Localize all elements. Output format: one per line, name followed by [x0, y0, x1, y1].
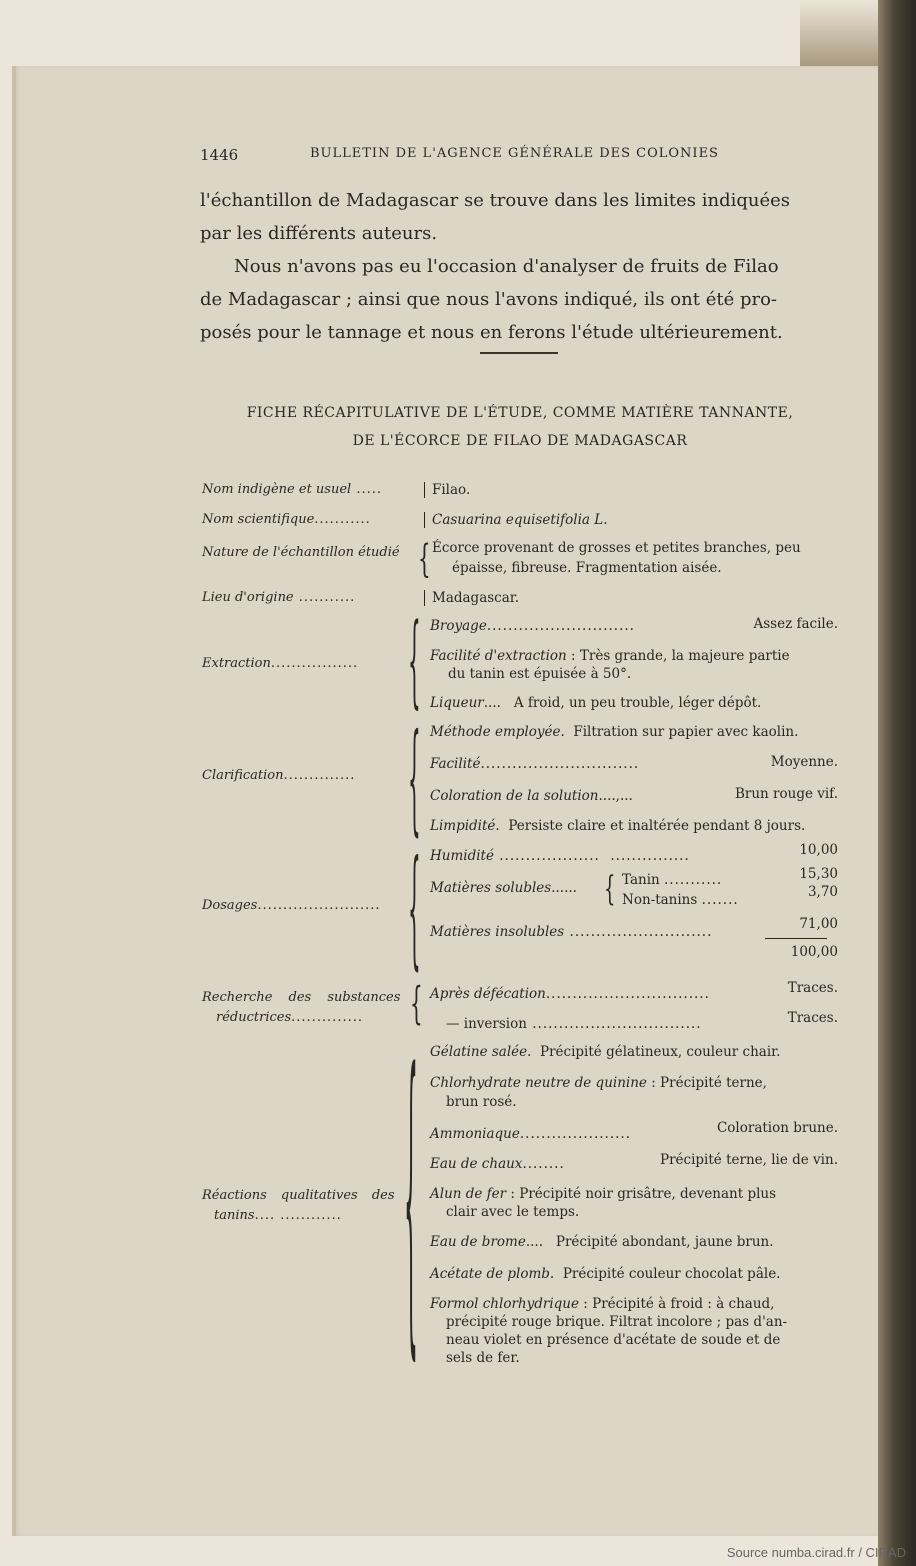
brace: {	[404, 1013, 418, 1391]
label-reactions-1: Réactions qualitatives des	[202, 1188, 395, 1203]
key-nontanins: Non-tanins .......	[622, 892, 739, 908]
page-edge	[12, 66, 16, 1536]
paragraph-1	[200, 184, 840, 250]
brace: {	[408, 604, 421, 720]
label-lieu: Lieu d'origine ...........	[202, 590, 356, 605]
separator	[424, 590, 425, 606]
key-tanin: Tanin ...........	[622, 872, 723, 888]
value-total: 100,00	[790, 944, 838, 960]
reaction-alun: Alun de fer : Précipité noir grisâtre, devenant plus	[430, 1186, 777, 1202]
key-insolubles: Matières insolubles ...........................	[430, 924, 713, 940]
value-nontanins: 3,70	[807, 884, 838, 900]
key-solubles: Matières solubles......	[430, 880, 577, 896]
reaction-gelatine: Gélatine salée. Précipité gélatineux, couleur chair.	[430, 1044, 781, 1060]
clarification-methode: Méthode employée. Filtration sur papier avec kaolin.	[430, 724, 799, 740]
key-broyage: Broyage............................	[430, 618, 635, 634]
key-apres: Après défécation...............................	[430, 986, 710, 1002]
value-humidite: 10,00	[799, 842, 838, 858]
value-tanin: 15,30	[799, 866, 838, 882]
reaction-alun-line-2: clair avec le temps.	[446, 1204, 580, 1220]
reaction-formol: Formol chlorhydrique : Précipité à froid : à chaud,	[430, 1296, 775, 1312]
key-humidite: Humidité ................... ...............	[430, 848, 690, 864]
page-number: 1446	[200, 146, 239, 164]
sum-rule	[765, 938, 827, 939]
key-facilite: Facilité..............................	[430, 756, 640, 772]
label-dosages: Dosages........................	[202, 898, 381, 913]
label-nom-scientifique: Nom scientifique...........	[202, 512, 371, 527]
text-line: l'échantillon de Madagascar se trouve dans les limites indiquées	[200, 190, 791, 211]
brace: {	[604, 869, 616, 909]
reaction-chlorhydrate: Chlorhydrate neutre de quinine : Précipité terne,	[430, 1075, 767, 1091]
value-eau-chaux: Précipité terne, lie de vin.	[660, 1152, 838, 1168]
key-inversion: — inversion ................................	[446, 1016, 702, 1032]
text-line: de Madagascar ; ainsi que nous l'avons indiqué, ils ont été pro-	[200, 289, 777, 310]
reaction-chlorhydrate-line-2: brun rosé.	[446, 1094, 517, 1110]
value-broyage: Assez facile.	[753, 616, 838, 632]
reaction-formol-line-4: sels de fer.	[446, 1350, 520, 1366]
label-reductrices-2: réductrices..............	[216, 1010, 363, 1025]
value-ammoniaque: Coloration brune.	[716, 1120, 838, 1136]
value-coloration: Brun rouge vif.	[734, 786, 838, 802]
value-nom-indigene: Filao.	[432, 482, 471, 498]
label-reactions-2: tanins.... ............	[214, 1208, 342, 1223]
value-lieu: Madagascar.	[432, 590, 520, 606]
brace: {	[418, 537, 431, 581]
value-apres: Traces.	[787, 980, 838, 996]
book-spine	[878, 0, 916, 1566]
separator	[424, 512, 425, 528]
value-nature-line-2: épaisse, fibreuse. Fragmentation aisée.	[452, 560, 722, 576]
brace: {	[408, 711, 421, 849]
fiche-title-line-2: DE L'ÉCORCE DE FILAO DE MADAGASCAR	[352, 433, 688, 449]
extraction-liqueur: Liqueur.... A froid, un peu trouble, léger dépôt.	[430, 695, 762, 711]
page-stack-shadow	[800, 0, 878, 66]
text-line: Nous n'avons pas eu l'occasion d'analyser de fruits de Filao	[234, 256, 779, 277]
label-nom-indigene: Nom indigène et usuel .....	[202, 482, 382, 497]
value-nom-scientifique: Casuarina equisetifolia L.	[432, 512, 608, 528]
label-nature: Nature de l'échantillon étudié	[202, 545, 400, 560]
reaction-formol-line-2: précipité rouge brique. Filtrat incolore ; pas d'an-	[446, 1314, 788, 1330]
paragraph-2	[200, 250, 840, 349]
brace: {	[408, 836, 421, 984]
extraction-facilite: Facilité d'extraction : Très grande, la majeure partie	[430, 648, 790, 664]
key-coloration: Coloration de la solution....,...	[430, 788, 633, 804]
value-nature-line-1: Écorce provenant de grosses et petites branches, peu	[432, 540, 801, 556]
value-facilite: Moyenne.	[770, 754, 838, 770]
label-clarification: Clarification..............	[202, 768, 356, 783]
key-eau-chaux: Eau de chaux........	[430, 1156, 565, 1172]
value-inversion: Traces.	[787, 1010, 838, 1026]
reaction-eau-brome: Eau de brome.... Précipité abondant, jaune brun.	[430, 1234, 774, 1250]
source-credit: Source numba.cirad.fr / CIRAD	[726, 1545, 906, 1560]
label-reductrices-1: Recherche des substances	[202, 990, 401, 1005]
section-divider	[480, 352, 558, 354]
text-line: posés pour le tannage et nous en ferons l'étude ultérieurement.	[200, 322, 783, 343]
clarification-limpidite: Limpidité. Persiste claire et inaltérée pendant 8 jours.	[430, 818, 806, 834]
key-ammoniaque: Ammoniaque.....................	[430, 1126, 631, 1142]
fiche-title-line-1: FICHE RÉCAPITULATIVE DE L'ÉTUDE, COMME MATIÈRE TANNANTE,	[246, 405, 794, 421]
reaction-acetate: Acétate de plomb. Précipité couleur chocolat pâle.	[430, 1266, 781, 1282]
extraction-facilite-line-2: du tanin est épuisée à 50°.	[448, 666, 632, 682]
text-line: par les différents auteurs.	[200, 223, 438, 244]
reaction-formol-line-3: neau violet en présence d'acétate de soude et de	[446, 1332, 781, 1348]
journal-title: BULLETIN DE L'AGENCE GÉNÉRALE DES COLONIES	[310, 146, 719, 161]
brace: {	[410, 978, 423, 1030]
separator	[424, 482, 425, 498]
value-insolubles: 71,00	[799, 916, 838, 932]
label-extraction: Extraction.................	[202, 656, 359, 671]
